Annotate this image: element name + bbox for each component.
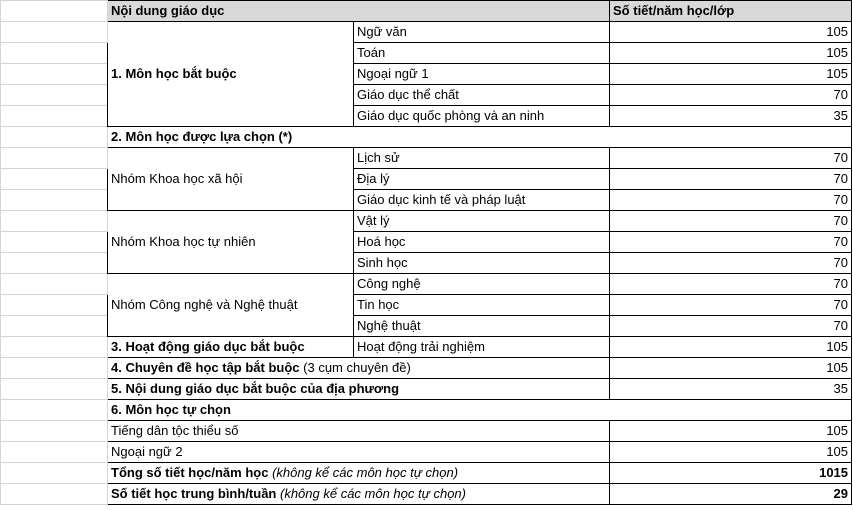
empty-cell[interactable] xyxy=(1,274,108,295)
content-header[interactable]: Nội dung giáo dục xyxy=(108,1,610,22)
topics-section-cell[interactable] xyxy=(108,358,610,379)
subject-periods[interactable]: 105 xyxy=(610,22,852,43)
empty-cell[interactable] xyxy=(1,190,108,211)
empty-cell[interactable] xyxy=(1,253,108,274)
subject-periods[interactable]: 105 xyxy=(610,64,852,85)
subject-periods[interactable]: 70 xyxy=(610,85,852,106)
total-year-value[interactable]: 1015 xyxy=(610,463,852,484)
empty-cell[interactable] xyxy=(1,211,108,232)
subject-periods[interactable]: 70 xyxy=(610,316,852,337)
subject-name[interactable]: Nghệ thuật xyxy=(354,316,610,337)
total-week-value[interactable]: 29 xyxy=(610,484,852,505)
total-week-label: Số tiết học trung bình/tuần xyxy=(111,486,277,501)
empty-cell[interactable] xyxy=(1,22,108,43)
subject-periods[interactable]: 70 xyxy=(610,253,852,274)
activity-name[interactable]: Hoạt động trải nghiệm xyxy=(354,337,610,358)
table-row xyxy=(1,148,852,169)
empty-cell[interactable] xyxy=(1,463,108,484)
subject-name[interactable]: Ngoại ngữ 2 xyxy=(108,442,610,463)
subject-periods[interactable]: 105 xyxy=(610,421,852,442)
elective-section-label[interactable]: 2. Môn học được lựa chọn (*) xyxy=(108,127,852,148)
header-row xyxy=(1,1,852,22)
subject-periods[interactable]: 70 xyxy=(610,148,852,169)
empty-cell[interactable] xyxy=(1,295,108,316)
elective-group-natural[interactable]: Nhóm Khoa học tự nhiên xyxy=(108,211,354,274)
empty-cell[interactable] xyxy=(1,421,108,442)
subject-name[interactable]: Toán xyxy=(354,43,610,64)
table-row xyxy=(1,211,852,232)
total-year-note: (không kể các môn học tự chọn) xyxy=(268,465,459,480)
topics-periods[interactable]: 105 xyxy=(610,358,852,379)
empty-cell[interactable] xyxy=(1,379,108,400)
empty-cell[interactable] xyxy=(1,442,108,463)
total-week-note: (không kể các môn học tự chọn) xyxy=(276,486,466,501)
periods-header[interactable]: Số tiết/năm học/lớp xyxy=(610,1,852,22)
empty-cell[interactable] xyxy=(1,85,108,106)
subject-name[interactable]: Địa lý xyxy=(354,169,610,190)
topics-note: (3 cụm chuyên đề) xyxy=(299,360,411,375)
activities-section-label[interactable]: 3. Hoạt động giáo dục bắt buộc xyxy=(108,337,354,358)
subject-name[interactable]: Công nghệ xyxy=(354,274,610,295)
compulsory-section-label[interactable]: 1. Môn học bắt buộc xyxy=(108,22,354,127)
activity-periods[interactable]: 105 xyxy=(610,337,852,358)
table-row xyxy=(1,337,852,358)
empty-cell[interactable] xyxy=(1,400,108,421)
empty-cell[interactable] xyxy=(1,148,108,169)
subject-periods[interactable]: 70 xyxy=(610,232,852,253)
subject-name[interactable]: Vật lý xyxy=(354,211,610,232)
subject-periods[interactable]: 70 xyxy=(610,274,852,295)
table-row xyxy=(1,463,852,484)
subject-name[interactable]: Sinh học xyxy=(354,253,610,274)
empty-cell[interactable] xyxy=(1,358,108,379)
empty-cell[interactable] xyxy=(1,127,108,148)
topics-section-label: 4. Chuyên đề học tập bắt buộc xyxy=(111,360,300,375)
subject-periods[interactable]: 70 xyxy=(610,211,852,232)
total-year-cell[interactable] xyxy=(108,463,610,484)
empty-cell[interactable] xyxy=(1,232,108,253)
subject-periods[interactable]: 35 xyxy=(610,106,852,127)
empty-cell[interactable] xyxy=(1,169,108,190)
subject-name[interactable]: Hoá học xyxy=(354,232,610,253)
empty-cell[interactable] xyxy=(1,484,108,505)
subject-name[interactable]: Tiếng dân tộc thiểu số xyxy=(108,421,610,442)
subject-name[interactable]: Lịch sử xyxy=(354,148,610,169)
subject-periods[interactable]: 70 xyxy=(610,169,852,190)
local-section-label[interactable]: 5. Nội dung giáo dục bắt buộc của địa phương xyxy=(108,379,610,400)
empty-cell[interactable] xyxy=(1,106,108,127)
elective-group-social[interactable]: Nhóm Khoa học xã hội xyxy=(108,148,354,211)
table-row xyxy=(1,484,852,505)
total-year-label: Tổng số tiết học/năm học xyxy=(111,465,269,480)
table-row xyxy=(1,274,852,295)
subject-name[interactable]: Giáo dục thể chất xyxy=(354,85,610,106)
optional-section-label[interactable]: 6. Môn học tự chọn xyxy=(108,400,852,421)
subject-name[interactable]: Ngoại ngữ 1 xyxy=(354,64,610,85)
table-row xyxy=(1,442,852,463)
subject-name[interactable]: Giáo dục kinh tế và pháp luật xyxy=(354,190,610,211)
empty-cell[interactable] xyxy=(1,64,108,85)
empty-cell[interactable] xyxy=(1,43,108,64)
subject-periods[interactable]: 105 xyxy=(610,43,852,64)
empty-cell[interactable] xyxy=(1,337,108,358)
subject-name[interactable]: Giáo dục quốc phòng và an ninh xyxy=(354,106,610,127)
table-row xyxy=(1,127,852,148)
table-row xyxy=(1,421,852,442)
subject-periods[interactable]: 105 xyxy=(610,442,852,463)
empty-cell[interactable] xyxy=(1,1,108,22)
subject-name[interactable]: Ngữ văn xyxy=(354,22,610,43)
table-row xyxy=(1,22,852,43)
table-row xyxy=(1,400,852,421)
empty-cell[interactable] xyxy=(1,316,108,337)
table-row xyxy=(1,379,852,400)
total-week-cell[interactable] xyxy=(108,484,610,505)
subject-periods[interactable]: 70 xyxy=(610,295,852,316)
table-row xyxy=(1,358,852,379)
elective-group-tech-arts[interactable]: Nhóm Công nghệ và Nghệ thuật xyxy=(108,274,354,337)
subject-periods[interactable]: 70 xyxy=(610,190,852,211)
local-periods[interactable]: 35 xyxy=(610,379,852,400)
subject-name[interactable]: Tin học xyxy=(354,295,610,316)
